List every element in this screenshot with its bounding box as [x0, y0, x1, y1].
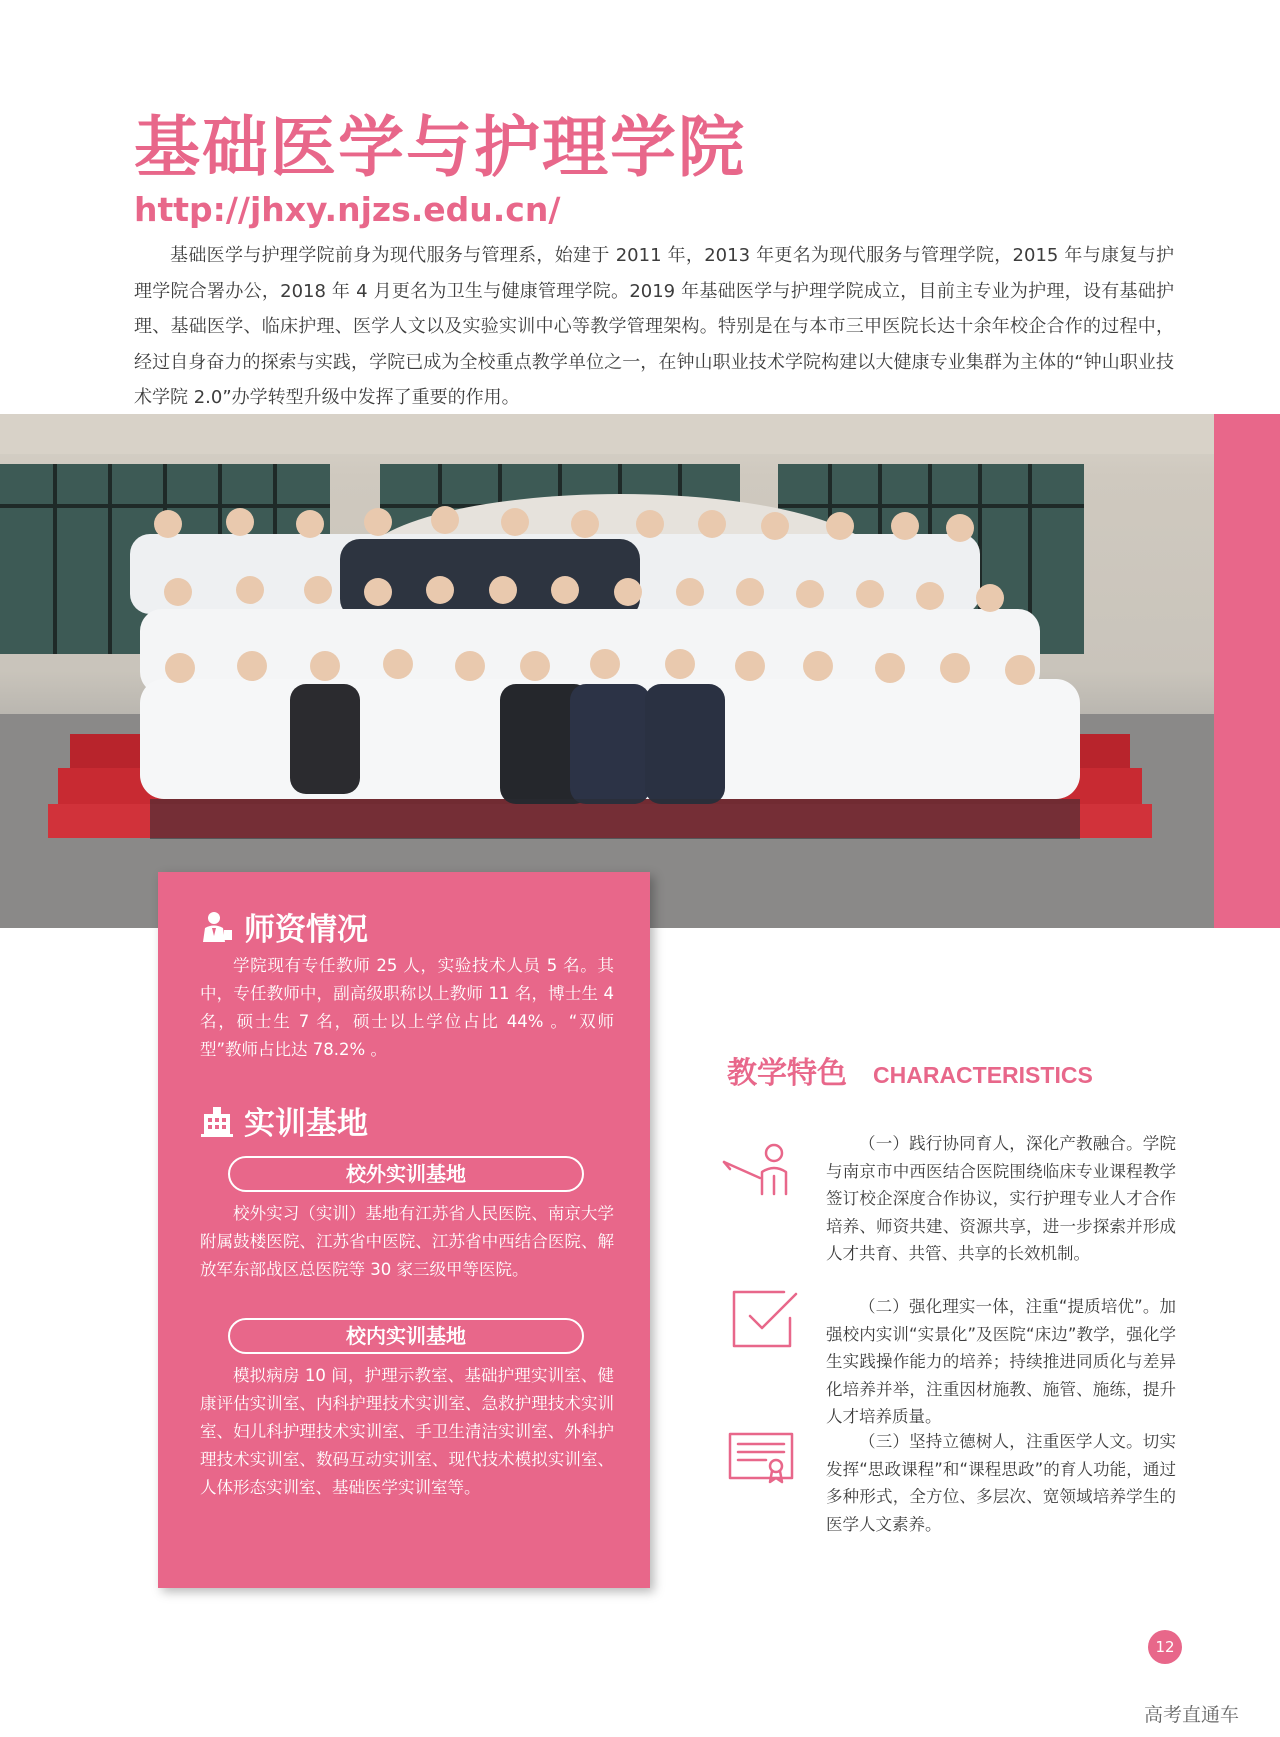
page-number: 12 [1148, 1630, 1182, 1664]
external-training-text: 校外实习（实训）基地有江苏省人民医院、南京大学附属鼓楼医院、江苏省中医院、江苏省中西结合医院、解放军东部战区总医院等 30 家三级甲等医院。 [200, 1204, 614, 1279]
internal-training-label: 校内实训基地 [228, 1318, 584, 1354]
training-heading [200, 1098, 368, 1143]
teacher-icon [200, 910, 234, 944]
certificate-icon [728, 1432, 794, 1484]
intro-paragraph: 基础医学与护理学院前身为现代服务与管理系，始建于 2011 年，2013 年更名为现代服务与管理学院，2015 年与康复与护理学院合署办公，2018 年 4 月更名为卫生与健康管理学院。2019 年基础医学与护理学院成立，目前主专业为护理，设有基础护理、基础医学、临床护理、医学人文以及实验实训中心等教学管理架构。特别是在与本市三甲医院长达十余年校企合作的过程中，经过自身奋力的探索与实践，学院已成为全校重点教学单位之一，在钟山职业技术学院构建以大健康专业集群为主体的“钟山职业技术学院 2.0”办学转型升级中发挥了重要的作用。 [134, 245, 1174, 409]
internal-training-text: 模拟病房 10 间，护理示教室、基础护理实训室、健康评估实训室、内科护理技术实训室、急救护理技术实训室、妇儿科护理技术实训室、手卫生清洁实训室、外科护理技术实训室、数码互动实训室、现代技术模拟实训室、人体形态实训室、基础医学实训室等。 [200, 1366, 614, 1497]
faculty-heading-text: 师资情况 [244, 912, 368, 948]
group-photo [0, 414, 1214, 928]
faculty-heading [200, 904, 368, 949]
teaching-icon [720, 1142, 798, 1198]
faculty-training-panel [158, 872, 650, 1588]
building-icon [200, 1104, 234, 1138]
faculty-text: 学院现有专任教师 25 人，实验技术人员 5 名。其中，专任教师中，副高级职称以上教师 11 名，博士生 4 名，硕士生 7 名，硕士以上学位占比 44% 。“双师型”教师占比达 78.2% 。 [200, 956, 614, 1059]
page-title: 基础医学与护理学院 [134, 109, 746, 186]
college-url-link[interactable]: http://jhxy.njzs.edu.cn/ [134, 190, 561, 229]
characteristic-3-text: （三）坚持立德树人，注重医学人文。切实发挥“思政课程”和“课程思政”的育人功能，通过多种形式，全方位、多层次、宽领域培养学生的医学人文素养。 [826, 1432, 1176, 1534]
characteristics-heading-en: CHARACTERISTICS [873, 1062, 1093, 1088]
checkbox-icon [730, 1288, 798, 1350]
training-heading-text: 实训基地 [244, 1106, 368, 1142]
footer-brand: 高考直通车 [1144, 1704, 1240, 1726]
characteristics-heading [727, 1048, 1093, 1092]
characteristic-1-text: （一）践行协同育人，深化产教融合。学院与南京市中西医结合医院围绕临床专业课程教学签订校企深度合作协议，实行护理专业人才合作培养、师资共建、资源共享，进一步探索并形成人才共育、共管、共享的长效机制。 [826, 1134, 1176, 1263]
external-training-label: 校外实训基地 [228, 1156, 584, 1192]
decorative-accent-strip [1214, 414, 1280, 928]
characteristics-heading-cn: 教学特色 [727, 1056, 847, 1091]
characteristic-2-text: （二）强化理实一体，注重“提质培优”。加强校内实训“实景化”及医院“床边”教学，强化学生实践操作能力的培养；持续推进同质化与差异化培养并举，注重因材施教、施管、施练，提升人才培养质量。 [826, 1297, 1176, 1426]
group-photo-illustration [0, 414, 1214, 928]
